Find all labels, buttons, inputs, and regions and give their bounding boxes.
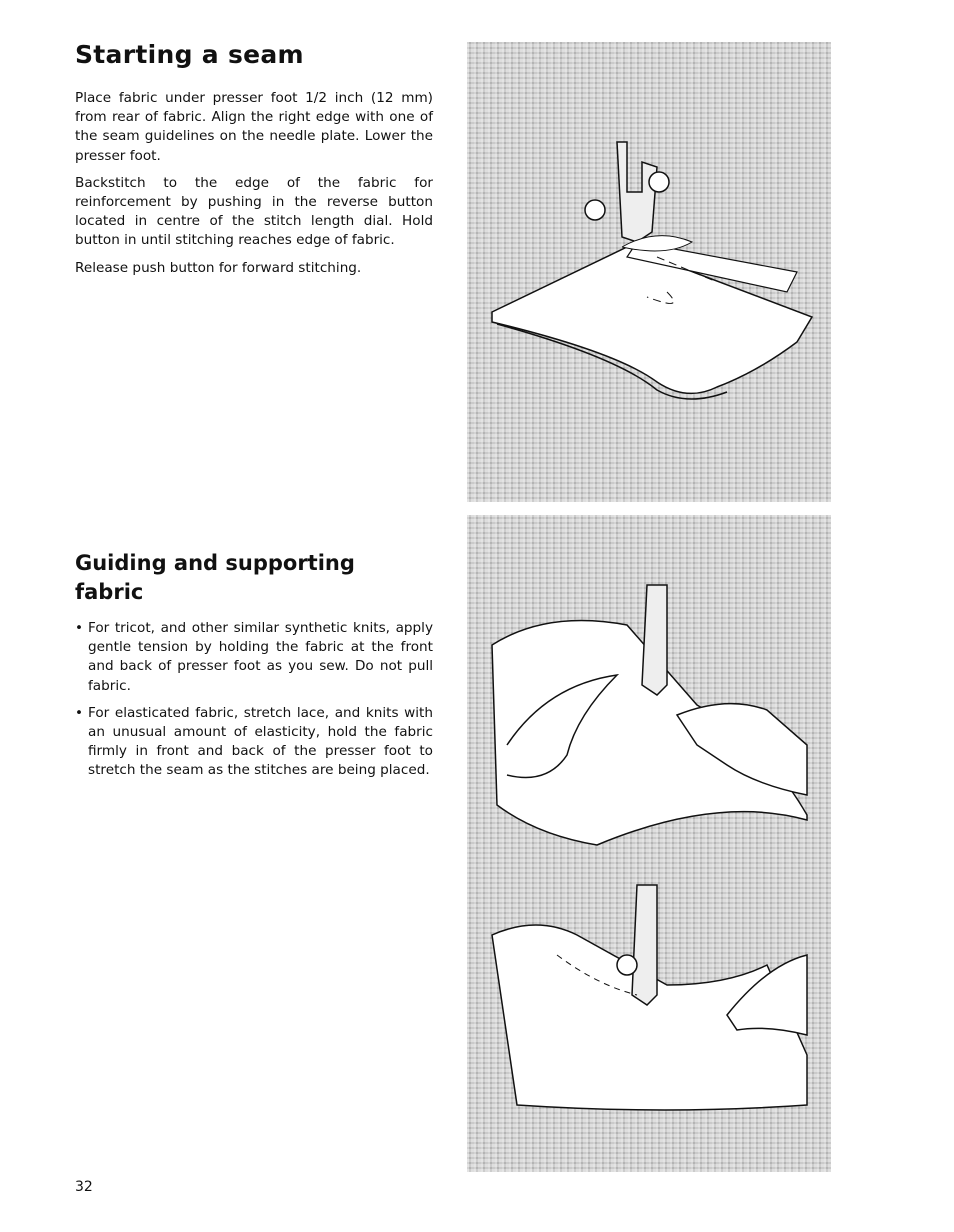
section-title-starting-a-seam: Starting a seam <box>75 40 304 69</box>
paragraph: Place fabric under presser foot 1/2 inch (12 mm) from rear of fabric. Align the right edge with one of the seam guidelines on the needle plate. Lower the presser foot. <box>75 90 433 164</box>
guiding-fabric-list <box>75 619 433 789</box>
section-title-guiding-fabric: Guiding and supporting fabric <box>75 551 355 604</box>
hands-guiding-fabric-drawing <box>467 515 831 1172</box>
paragraph: Backstitch to the edge of the fabric for reinforcement by pushing in the reverse button located in centre of the stitch length dial. Hold button in until stitching reaches edge of fabric. <box>75 174 433 249</box>
list-item: • For tricot, and other similar synthetic knits, apply gentle tension by holding the fabric at the front and back of presser foot as you sew. Do not pull fabric. <box>75 619 433 696</box>
illustration-guiding-fabric <box>467 515 831 1172</box>
illustration-starting-seam <box>467 42 831 502</box>
list-item: • For elasticated fabric, stretch lace, and knits with an unusual amount of elasticity, hold the fabric firmly in front and back of the presser foot to stretch the seam as the stitches are being placed. <box>75 704 433 781</box>
paragraph: Release push button for forward stitching. <box>75 259 362 276</box>
page-number: 32 <box>75 1179 93 1195</box>
starting-seam-text <box>75 89 433 286</box>
sewing-machine-foot-fabric-drawing <box>467 42 831 502</box>
